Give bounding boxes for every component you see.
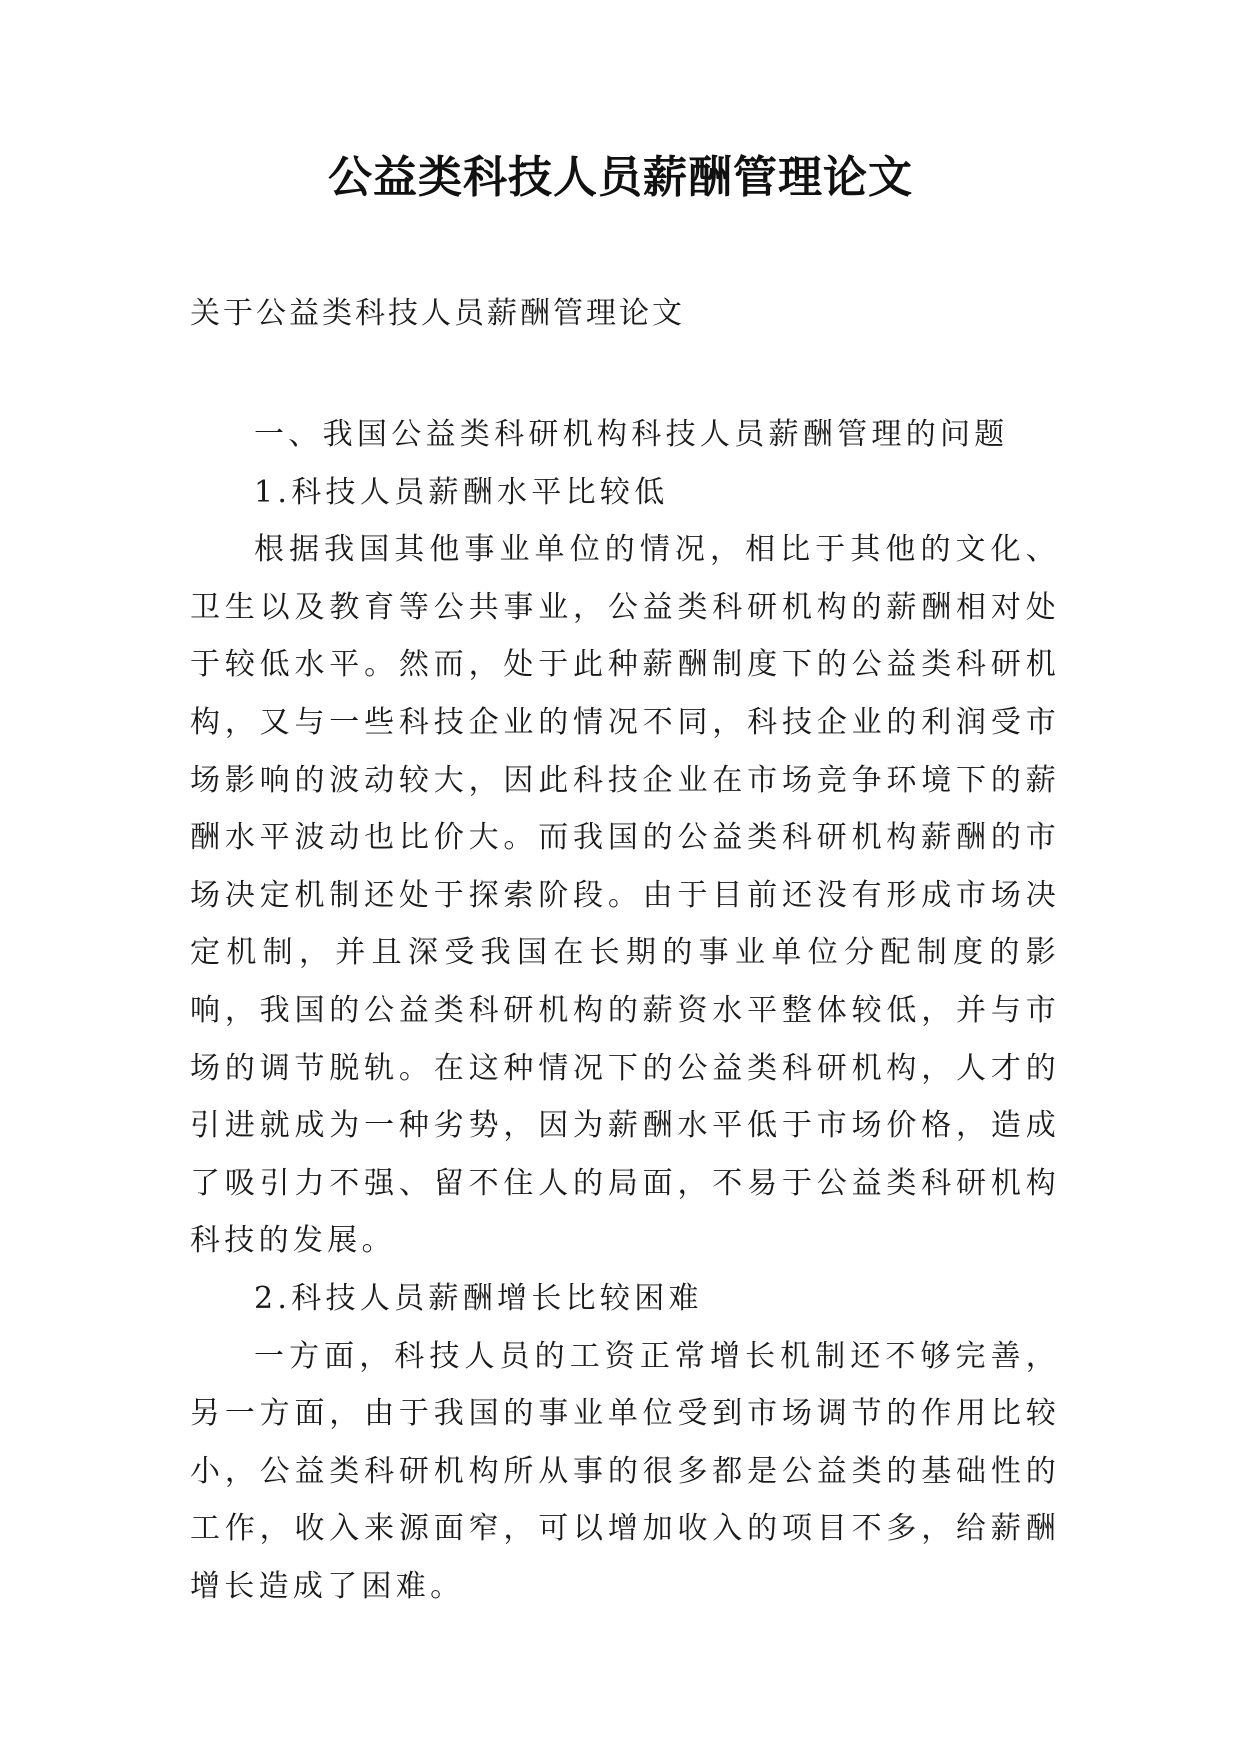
document-body: [190, 406, 1060, 1615]
document-title: 公益类科技人员薪酬管理论文: [328, 152, 913, 203]
body-paragraph-1: 根据我国其他事业单位的情况，相比于其他的文化、卫生以及教育等公共事业，公益类科研机构的薪酬相对处于较低水平。然而，处于此种薪酬制度下的公益类科研机构，又与一些科技企业的情况不同，科技企业的利润受市场影响的波动较大，因此科技企业在市场竞争环境下的薪酬水平波动也比价大。而我国的公益类科研机构薪酬的市场决定机制还处于探索阶段。由于目前还没有形成市场决定机制，并且深受我国在长期的事业单位分配制度的影响，我国的公益类科研机构的薪资水平整体较低，并与市场的调节脱轨。在这种情况下的公益类科研机构，人才的引进就成为一种劣势，因为薪酬水平低于市场价格，造成了吸引力不强、留不住人的局面，不易于公益类科研机构科技的发展。: [190, 532, 1060, 1259]
subsection-heading-2: 2.科技人员薪酬增长比较困难: [254, 1280, 703, 1316]
subsection-heading-1: 1.科技人员薪酬水平比较低: [254, 474, 669, 510]
document-subtitle: 关于公益类科技人员薪酬管理论文: [190, 296, 685, 331]
section-heading: 一、我国公益类科研机构科技人员薪酬管理的问题: [254, 417, 1009, 452]
body-paragraph-2: 一方面，科技人员的工资正常增长机制还不够完善，另一方面，由于我国的事业单位受到市场调节的作用比较小，公益类科研机构所从事的很多都是公益类的基础性的工作，收入来源面窄，可以增加收入的项目不多，给薪酬增长造成了困难。: [190, 1338, 1060, 1604]
